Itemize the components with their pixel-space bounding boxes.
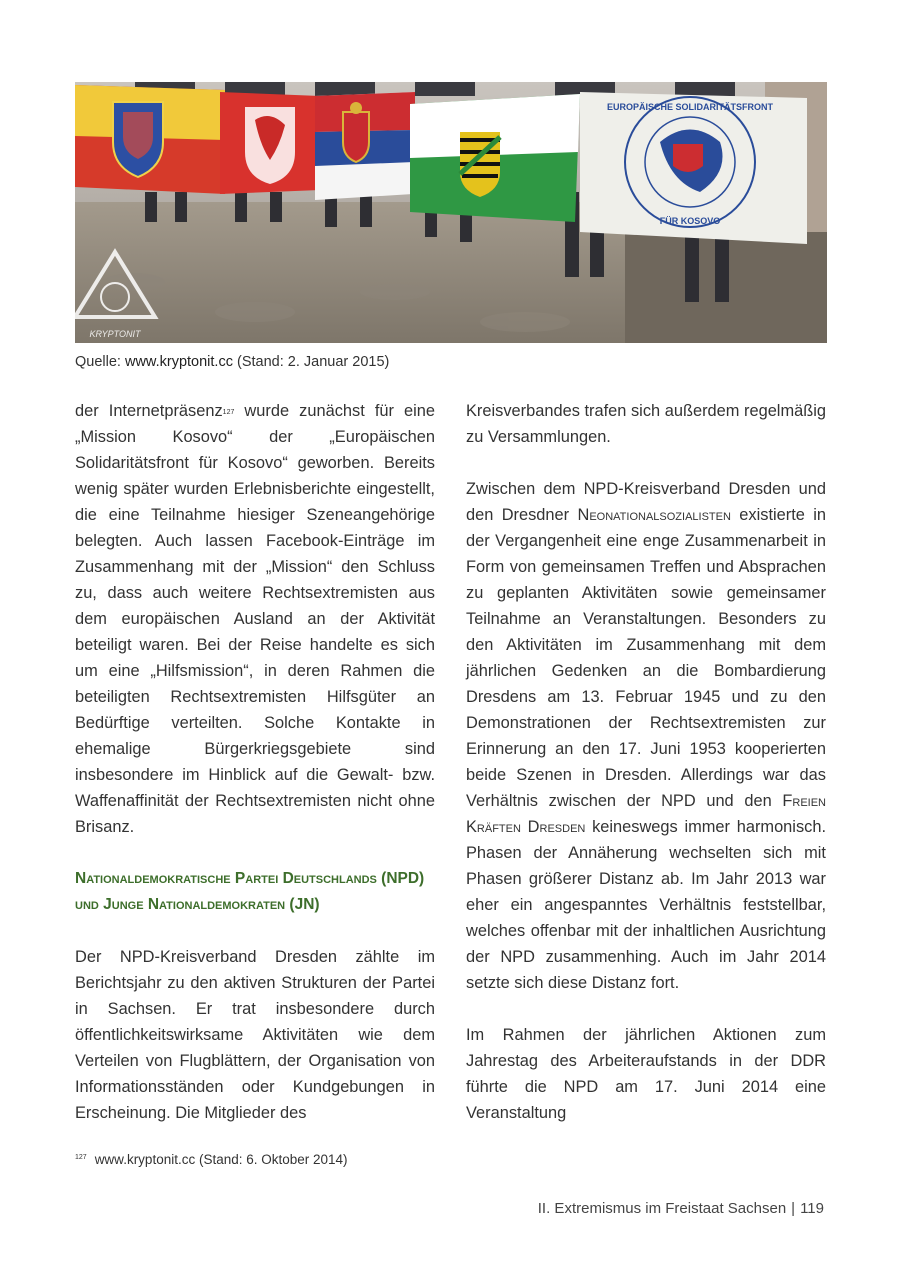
flag-serbia: [315, 92, 415, 200]
caption-stand: (Stand: 2. Januar 2015): [232, 354, 390, 370]
photo-caption: [75, 354, 389, 370]
flag-solidaritaetsfront: [580, 92, 807, 244]
p2-text-a: Zwischen dem NPD-Kreisverband Dresden und den Dresdner: [466, 480, 826, 524]
watermark-text: KRYPTONIT: [89, 329, 141, 339]
p2-smallcaps-2: Freien Kräften Dresden: [466, 792, 826, 836]
footnote-number: 127: [75, 1154, 87, 1161]
page-number: 119: [800, 1200, 824, 1217]
footnote-text: www.kryptonit.cc (Stand: 6. Oktober 2014): [94, 1152, 348, 1167]
heading-line-1: Nationaldemokratische Partei Deutschlands (NPD): [75, 870, 425, 887]
flag-photo: [75, 82, 827, 343]
p2-smallcaps-1: Neonationalsozialisten: [577, 506, 731, 524]
caption-source: www.kryptonit.cc: [124, 354, 233, 370]
left-paragraph-1: [75, 398, 435, 840]
left-paragraph-2: Der NPD-Kreisverband Dresden zählte im Berichtsjahr zu den aktiven Strukturen der Partei in Sachsen. Er trat insbesondere durch öffentlichkeitswirksame Aktivitäten wie dem Verteilen von Flugblättern, der Organisation von Informationsständen oder Kundgebungen in Erscheinung. Die Mitglieder des: [75, 948, 435, 1122]
p2-text-c: keineswegs immer harmonisch. Phasen der Annäherung wechselten sich mit Phasen größerer Distanz ab. Im Jahr 2013 war eher ein angespanntes Verhältnis feststellbar, welches offenbar mit der inhaltlichen Ausrichtung der NPD zusammenhing. Auch im Jahr 2014 setzte sich diese Distanz fort.: [466, 818, 827, 992]
banner-text-top: EUROPÄISCHE SOLIDARITÄTSFRONT: [606, 102, 774, 112]
p2-text-b: existierte in der Vergangenheit eine enge Zusammenarbeit in Form von gemeinsamen Treffen und Absprachen zu geplanten Aktivitäten sowie gemeinsamer Teilnahme an Veranstaltungen. Besonders zu den Aktivitäten im Zusammenhang mit dem jährlichen Gedenken an die Bombardierung Dresdens am 13. Februar 1945 und zu den Demonstrationen der Rechtsextremisten zur Erinnerung an den 17. Juni 1953 kooperierten beide Szenen in Dresden. Allerdings war das Verhältnis zwischen der NPD und den: [466, 506, 826, 810]
flag-bohemia: [220, 92, 320, 194]
flag-moravia: [75, 85, 225, 194]
flag-saxony: [410, 94, 580, 222]
right-paragraph-1: Kreisverbandes trafen sich außerdem regelmäßig zu Versammlungen.: [466, 402, 826, 446]
footer-separator: |: [791, 1200, 796, 1217]
footnote-ref: 127: [222, 409, 235, 416]
heading-line-2: und Junge Nationaldemokraten (JN): [75, 896, 320, 913]
footnote: [75, 1152, 348, 1167]
right-paragraph-2: [466, 476, 826, 996]
p1-text-b: wurde zunächst für eine „Mission Kosovo“ der „Europäischen Solidaritätsfront für Kosovo“ geworben. Bereits wenig später wurden Erlebnisberichte eingestellt, die eine Teilnahme hiesiger Szeneangehörige belegten. Auch lassen Facebook-Einträge im Zusammenhang mit der „Mission“ den Schluss zu, dass auch weitere Rechtsextremisten aus dem europäischen Ausland an der Aktivität beteiligt waren. Bei der Reise handelte es sich um eine „Hilfsmission“, in deren Rahmen die beteiligten Rechtsextremisten Hilfsgüter an Bedürftige verteilten. Solche Kontakte in ehemalige Bürgerkriegsgebiete sind insbesondere im Hinblick auf die Gewalt- bzw. Waffenaffinität der Rechtsextremisten nicht ohne Brisanz.: [75, 402, 436, 836]
caption-prefix: Quelle:: [75, 354, 125, 370]
banner-text-bottom: FÜR KOSOVO: [659, 216, 721, 226]
right-column: [466, 398, 826, 1126]
p1-text-a: der Internetpräsenz: [75, 402, 223, 420]
left-column: [75, 398, 435, 1126]
footer-section: II. Extremismus im Freistaat Sachsen: [537, 1200, 787, 1217]
page-footer: [538, 1200, 824, 1217]
section-heading: [75, 866, 435, 918]
right-paragraph-3: Im Rahmen der jährlichen Aktionen zum Jahrestag des Arbeiteraufstands in der DDR führte die NPD am 17. Juni 2014 eine Veranstaltung: [466, 1026, 826, 1122]
